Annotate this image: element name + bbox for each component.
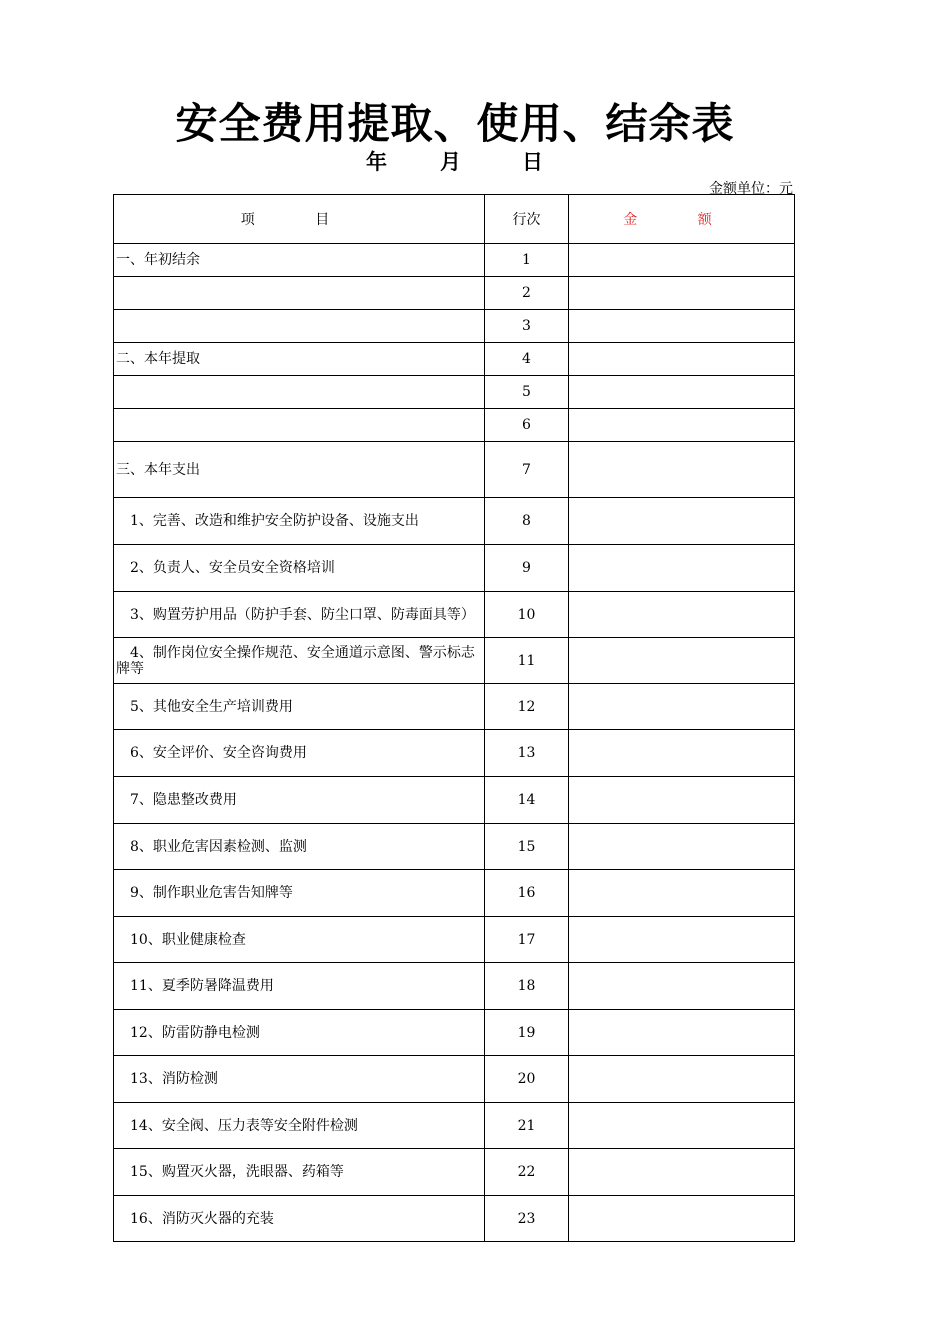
row-item-label: 4、制作岗位安全操作规范、安全通道示意图、警示标志牌等 bbox=[114, 638, 485, 684]
table-row bbox=[114, 917, 795, 963]
row-amount-cell[interactable] bbox=[569, 1103, 795, 1149]
row-amount-cell[interactable] bbox=[569, 777, 795, 824]
row-amount-cell[interactable] bbox=[569, 442, 795, 498]
row-number: 12 bbox=[485, 684, 569, 730]
row-amount-cell[interactable] bbox=[569, 498, 795, 545]
row-number: 4 bbox=[485, 343, 569, 376]
date-line bbox=[366, 146, 566, 174]
header-row-no: 行次 bbox=[485, 195, 569, 244]
row-item-label: 12、防雷防静电检测 bbox=[114, 1010, 485, 1056]
table-row bbox=[114, 343, 795, 376]
table-row bbox=[114, 684, 795, 730]
row-number: 23 bbox=[485, 1196, 569, 1242]
table-row bbox=[114, 376, 795, 409]
row-item-label: 10、职业健康检查 bbox=[114, 917, 485, 963]
table-row bbox=[114, 244, 795, 277]
row-number: 19 bbox=[485, 1010, 569, 1056]
row-amount-cell[interactable] bbox=[569, 917, 795, 963]
row-number: 8 bbox=[485, 498, 569, 545]
row-item-label bbox=[114, 409, 485, 442]
row-amount-cell[interactable] bbox=[569, 343, 795, 376]
header-amount: 金 额 bbox=[569, 195, 795, 244]
table-row bbox=[114, 277, 795, 310]
row-number: 7 bbox=[485, 442, 569, 498]
row-number: 17 bbox=[485, 917, 569, 963]
row-item-label: 8、职业危害因素检测、监测 bbox=[114, 824, 485, 870]
row-amount-cell[interactable] bbox=[569, 592, 795, 638]
row-item-label bbox=[114, 376, 485, 409]
row-amount-cell[interactable] bbox=[569, 730, 795, 777]
table-row bbox=[114, 545, 795, 592]
table-row bbox=[114, 777, 795, 824]
table-row bbox=[114, 1103, 795, 1149]
row-item-label: 16、消防灭火器的充装 bbox=[114, 1196, 485, 1242]
table-row bbox=[114, 1149, 795, 1196]
table-row bbox=[114, 638, 795, 684]
row-amount-cell[interactable] bbox=[569, 1196, 795, 1242]
table-row bbox=[114, 1196, 795, 1242]
row-number: 5 bbox=[485, 376, 569, 409]
row-amount-cell[interactable] bbox=[569, 376, 795, 409]
row-number: 14 bbox=[485, 777, 569, 824]
row-item-label: 13、消防检测 bbox=[114, 1056, 485, 1103]
row-number: 10 bbox=[485, 592, 569, 638]
row-number: 15 bbox=[485, 824, 569, 870]
row-amount-cell[interactable] bbox=[569, 1056, 795, 1103]
row-item-label: 三、本年支出 bbox=[114, 442, 485, 498]
table-row bbox=[114, 592, 795, 638]
row-number: 21 bbox=[485, 1103, 569, 1149]
date-day: 日 bbox=[522, 150, 543, 174]
row-amount-cell[interactable] bbox=[569, 870, 795, 917]
row-number: 3 bbox=[485, 310, 569, 343]
page-title: 安全费用提取、使用、结余表 bbox=[175, 99, 735, 148]
row-number: 16 bbox=[485, 870, 569, 917]
table-row bbox=[114, 963, 795, 1010]
row-item-label: 一、年初结余 bbox=[114, 244, 485, 277]
row-amount-cell[interactable] bbox=[569, 963, 795, 1010]
row-item-label: 1、完善、改造和维护安全防护设备、设施支出 bbox=[114, 498, 485, 545]
date-month: 月 bbox=[440, 150, 461, 174]
row-item-label: 11、夏季防暑降温费用 bbox=[114, 963, 485, 1010]
date-year: 年 bbox=[366, 150, 387, 174]
table-row bbox=[114, 442, 795, 498]
table-row bbox=[114, 1056, 795, 1103]
table-row bbox=[114, 409, 795, 442]
row-number: 2 bbox=[485, 277, 569, 310]
row-amount-cell[interactable] bbox=[569, 824, 795, 870]
row-amount-cell[interactable] bbox=[569, 638, 795, 684]
row-item-label: 6、安全评价、安全咨询费用 bbox=[114, 730, 485, 777]
row-amount-cell[interactable] bbox=[569, 1010, 795, 1056]
header-item: 项 目 bbox=[114, 195, 485, 244]
row-number: 11 bbox=[485, 638, 569, 684]
row-item-label: 7、隐患整改费用 bbox=[114, 777, 485, 824]
row-item-label bbox=[114, 277, 485, 310]
row-amount-cell[interactable] bbox=[569, 244, 795, 277]
row-item-label: 二、本年提取 bbox=[114, 343, 485, 376]
row-number: 22 bbox=[485, 1149, 569, 1196]
table-row bbox=[114, 824, 795, 870]
row-item-label: 9、制作职业危害告知牌等 bbox=[114, 870, 485, 917]
table-row bbox=[114, 730, 795, 777]
row-amount-cell[interactable] bbox=[569, 409, 795, 442]
row-amount-cell[interactable] bbox=[569, 545, 795, 592]
row-item-label: 5、其他安全生产培训费用 bbox=[114, 684, 485, 730]
row-item-label bbox=[114, 310, 485, 343]
table-row bbox=[114, 870, 795, 917]
row-number: 6 bbox=[485, 409, 569, 442]
row-number: 18 bbox=[485, 963, 569, 1010]
expense-table bbox=[113, 194, 795, 1242]
table-row bbox=[114, 310, 795, 343]
row-number: 9 bbox=[485, 545, 569, 592]
row-number: 20 bbox=[485, 1056, 569, 1103]
row-item-label: 15、购置灭火器，洗眼器、药箱等 bbox=[114, 1149, 485, 1196]
row-number: 13 bbox=[485, 730, 569, 777]
row-amount-cell[interactable] bbox=[569, 277, 795, 310]
row-item-label: 3、购置劳护用品（防护手套、防尘口罩、防毒面具等） bbox=[114, 592, 485, 638]
table-row bbox=[114, 1010, 795, 1056]
amount-unit: 金额单位：元 bbox=[709, 181, 793, 197]
table-header-row bbox=[114, 195, 795, 244]
row-amount-cell[interactable] bbox=[569, 310, 795, 343]
row-amount-cell[interactable] bbox=[569, 684, 795, 730]
row-item-label: 14、安全阀、压力表等安全附件检测 bbox=[114, 1103, 485, 1149]
row-item-label: 2、负责人、安全员安全资格培训 bbox=[114, 545, 485, 592]
table-row bbox=[114, 498, 795, 545]
row-number: 1 bbox=[485, 244, 569, 277]
row-amount-cell[interactable] bbox=[569, 1149, 795, 1196]
